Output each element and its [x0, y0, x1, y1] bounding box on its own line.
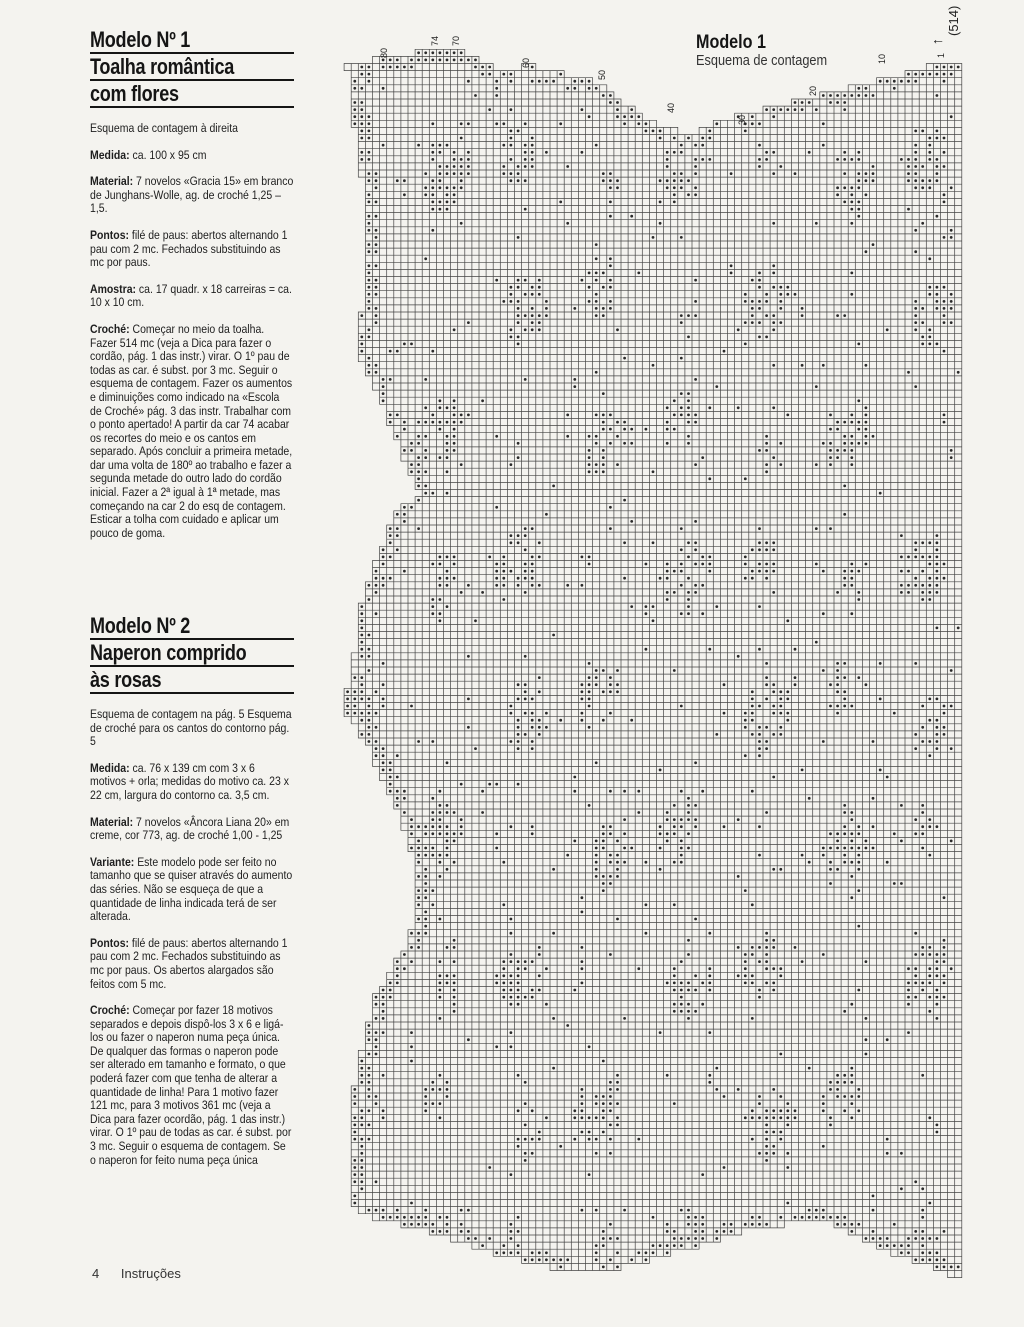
model1-intro: Esquema de contagem à direita	[90, 121, 239, 135]
arrow-icon: ←	[931, 31, 945, 47]
model1-medida: Medida: ca. 100 x 95 cm	[90, 147, 207, 162]
filet-grid	[335, 22, 975, 1289]
chart-title: Modelo 1	[696, 32, 766, 53]
model1-material: Material: 7 novelos «Gracia 15» em branco de Junghans-Wolle, ag. de croché 1,25 – 1,5.	[90, 174, 294, 216]
model1-title-line1: Modelo Nº 1	[90, 27, 191, 52]
page-footer	[92, 1266, 181, 1281]
model2-intro: Esquema de contagem na pág. 5 Esquema de croché para os cantos do contorno pág. 5	[90, 707, 292, 749]
model1-croche: Croché: Começar no meio da toalha. Fazer 514 mc (veja a Dica para fazer o cordão, pág. 1 das instr.) virar. O 1º pau de todas as car. é subst. por 3 mc. Seguir o esquema de contagem. Fazer os aumentos e diminuições como indicado na «Escola de Croché» pág. 3 das instr. Trabalhar com o ponto apertado! A partir da car 74 acabar os recortes do meio e os cantos em separado. Após concluir a primeira metade, dar uma volta de 180º ao trabalho e fazer a segunda metade do outro lado do cordão inicial. Fazer a 2ª igual à 1ª metade, mas começando na car 2 do esq de contagem. Esticar a tolha com cuidado e aplicar um pouco de goma.	[90, 321, 293, 540]
crochet-chart	[335, 22, 975, 1289]
model2-variante: Variante: Este modelo pode ser feito no tamanho que se quiser através do aumento das séries. Não se esqueça de que a quantidade de linha indicada terá de ser alterada.	[90, 854, 293, 924]
chart-subtitle: Esquema de contagem	[696, 52, 828, 69]
title-rule	[90, 106, 294, 108]
model1-title-line3: com flores	[90, 81, 179, 106]
title-rule	[90, 692, 294, 694]
grid-cells	[344, 49, 962, 1277]
row-label-80: 80	[379, 47, 389, 58]
model1-pontos: Pontos: filé de paus: abertos alternando 1 pau com 2 mc. Fechados substituindo as mc por paus.	[90, 227, 288, 270]
model2-title-line3: às rosas	[90, 667, 162, 692]
model2-pontos: Pontos: filé de paus: abertos alternando 1 pau com 2 mc. Fechados substituindo as mc por paus. Os abertos alargados são feitos com 5 mc.	[90, 935, 288, 991]
grid-lines	[344, 49, 962, 1277]
row-label-10: 10	[877, 53, 887, 64]
footer-section: Instruções	[120, 1266, 181, 1281]
model2-section	[90, 614, 294, 1180]
model1-amostra: Amostra: ca. 17 quadr. x 18 carreiras = ca. 10 x 10 cm.	[90, 281, 292, 310]
row-label-30: 30	[737, 114, 747, 125]
row-label-20: 20	[808, 85, 818, 96]
row-label-40: 40	[666, 102, 676, 113]
page-number: 4	[92, 1266, 100, 1281]
row-label-50: 50	[597, 69, 607, 80]
model1-title-line2: Toalha romântica	[90, 54, 235, 79]
model2-croche: Croché: Começar por fazer 18 motivos separados e depois dispô-los 3 x 6 e ligá-los ou fazer o naperon numa peça única. De qualquer das formas o naperon pode ser alterado em tamanho e formato, o que poderá fazer com que tenha de alterar a quantidade de linha! Para 1 motivo fazer 121 mc, para 3 motivos 361 mc (veja a Dica para fazer ocordão, pág. 1 das instr.) virar. O 1º pau de todas as car. é subst. por 3 mc. Seguir o esquema de contagem. Se o naperon for feito numa peça única	[90, 1003, 292, 1167]
row-label-74: 74	[430, 35, 440, 46]
row-label-60: 60	[521, 57, 531, 68]
model2-medida: Medida: ca. 76 x 139 cm com 3 x 6 motivos + orla; medidas do motivo ca. 23 x 22 cm, largura do contorno ca. 3,5 cm.	[90, 760, 289, 802]
model2-material: Material: 7 novelos «Âncora Liana 20» em creme, cor 773, ag. de croché 1,00 - 1,25	[90, 814, 290, 843]
chart-total: (514)	[946, 5, 961, 36]
row-label-1: 1	[936, 52, 946, 58]
model1-section	[90, 28, 294, 553]
row-label-70: 70	[451, 35, 461, 46]
model2-title-line1: Modelo Nº 2	[90, 613, 191, 638]
model2-title-line2: Naperon comprido	[90, 640, 247, 665]
